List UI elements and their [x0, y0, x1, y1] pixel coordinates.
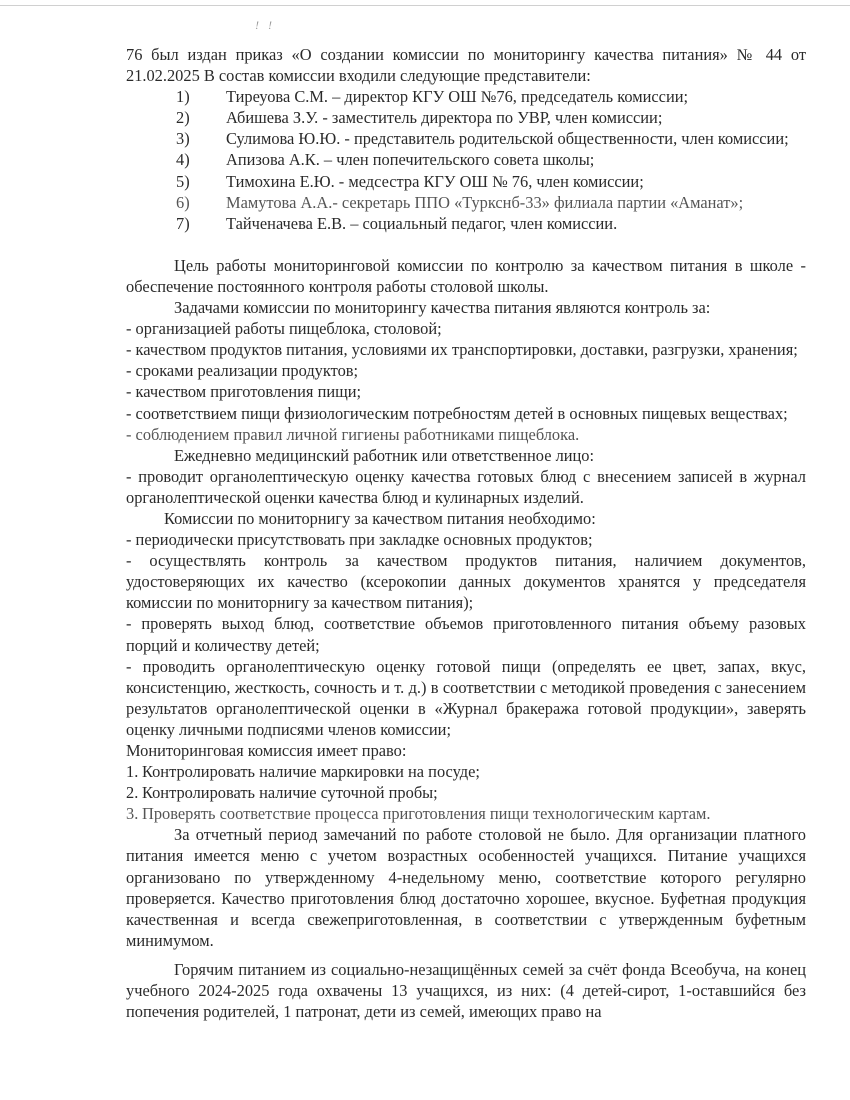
task-item: - качеством продуктов питания, условиями их транспортировки, доставки, разгрузки, хранения; [126, 340, 798, 360]
right-item [126, 761, 806, 782]
member-number: 6) [176, 192, 190, 212]
member-text: Абишева З.У. - заместитель директора по УВР, член комиссии; [226, 108, 663, 128]
member-item [126, 171, 806, 192]
need-item: - проверять выход блюд, соответствие объемов приготовленного питания объему разовых порций и количеству детей; [126, 614, 806, 655]
right-number: 3. [126, 804, 139, 824]
member-number: 3) [176, 129, 190, 149]
right-item [126, 803, 806, 824]
task-item: - организацией работы пищеблока, столовой; [126, 319, 442, 339]
daily-item: - проводит органолептическую оценку качества готовых блюд с внесением записей в журнал органолептической оценки качества блюд и кулинарных изделий. [126, 466, 806, 507]
spacer [126, 234, 806, 255]
member-item [126, 149, 806, 170]
member-number: 2) [176, 108, 190, 128]
member-item [126, 86, 806, 107]
right-text: Контролировать наличие маркировки на посуде; [142, 762, 480, 782]
right-number: 2. [126, 783, 139, 803]
member-item [126, 128, 806, 149]
member-text: Мамутова А.А.- секретарь ППО «Туркснб-33» филиала партии «Аманат»; [226, 192, 744, 212]
pen-marks: ! ! [255, 18, 275, 32]
task-item: - соблюдением правил личной гигиены работниками пищеблока. [126, 424, 580, 444]
right-item [126, 782, 806, 803]
member-text: Апизова А.К. – член попечительского совета школы; [226, 150, 595, 170]
task-item: - качеством приготовления пищи; [126, 382, 362, 402]
task-item: - сроками реализации продуктов; [126, 361, 359, 381]
member-item [126, 107, 806, 128]
scan-edge-line [0, 5, 850, 6]
member-item [126, 192, 806, 213]
document-page [126, 44, 806, 1022]
daily-intro: Ежедневно медицинский работник или ответственное лицо: [174, 445, 595, 465]
member-number: 7) [176, 213, 190, 233]
member-text: Сулимова Ю.Ю. - представитель родительской общественности, член комиссии; [226, 129, 789, 149]
member-item [126, 213, 806, 234]
needs-intro: Комиссии по мониторнигу за качеством питания необходимо: [164, 508, 596, 528]
goal-paragraph: Цель работы мониторинговой комиссии по контролю за качеством питания в школе - обеспечение постоянного контроля работы столовой школы. [126, 255, 806, 296]
hot-meals-paragraph: Горячим питанием из социально-незащищённых семей за счёт фонда Всеобуча, на конец учебного 2024-2025 года охвачены 13 учащихся, из них: (4 детей-сирот, 1-оставшийся без попечения родителей, 1 патронат, дети из семей, имеющих право на [126, 959, 806, 1022]
members-list [126, 86, 806, 234]
need-item: - проводить органолептическую оценку готовой пищи (определять ее цвет, запах, вкус, консистенцию, жесткость, сочность и т. д.) в соответствии с методикой проведения с занесением результатов органолептической оценки в «Журнал бракеража готовой продукции», заверять оценку личными подписями членов комиссии; [126, 656, 806, 739]
spacer [126, 951, 806, 959]
right-number: 1. [126, 762, 139, 782]
member-text: Тиреуова С.М. – директор КГУ ОШ №76, председатель комиссии; [226, 87, 689, 107]
member-text: Тимохина Е.Ю. - медсестра КГУ ОШ № 76, член комиссии; [226, 171, 644, 191]
member-number: 5) [176, 171, 190, 191]
task-item: - соответствием пищи физиологическим потребностям детей в основных пищевых веществах; [126, 403, 788, 423]
intro-paragraph: 76 был издан приказ «О создании комиссии по мониторингу качества питания» № 44 от 21.02.2025 В состав комиссии входили следующие представители: [126, 45, 806, 86]
rights-intro: Мониторинговая комиссия имеет право: [126, 741, 407, 760]
need-item: - осуществлять контроль за качеством продуктов питания, наличием документов, удостоверяющих их качество (ксерокопии данных документов хранятся у председателя комиссии по мониторнигу за качеством питания); [126, 551, 806, 613]
tasks-intro: Задачами комиссии по мониторингу качества питания являются контроль за: [174, 298, 711, 318]
right-text: Проверять соответствие процесса приготовления пищи технологическим картам. [142, 804, 711, 824]
right-text: Контролировать наличие суточной пробы; [142, 783, 438, 803]
member-text: Тайченачева Е.В. – социальный педагог, член комиссии. [226, 213, 618, 233]
need-item: - периодически присутствовать при закладке основных продуктов; [126, 530, 593, 550]
member-number: 1) [176, 87, 190, 107]
report-paragraph: За отчетный период замечаний по работе столовой не было. Для организации платного питания имеется меню с учетом возрастных особенностей учащихся. Питание учащихся организовано по утвержденному 4-недельному меню, соответствие которого регулярно проверяется. Качество приготовления блюд достаточно хорошее, вкусное. Буфетная продукция качественная и всегда свежеприготовленная, в соответствии с утвержденным буфетным минимумом. [126, 825, 806, 950]
member-number: 4) [176, 150, 190, 170]
